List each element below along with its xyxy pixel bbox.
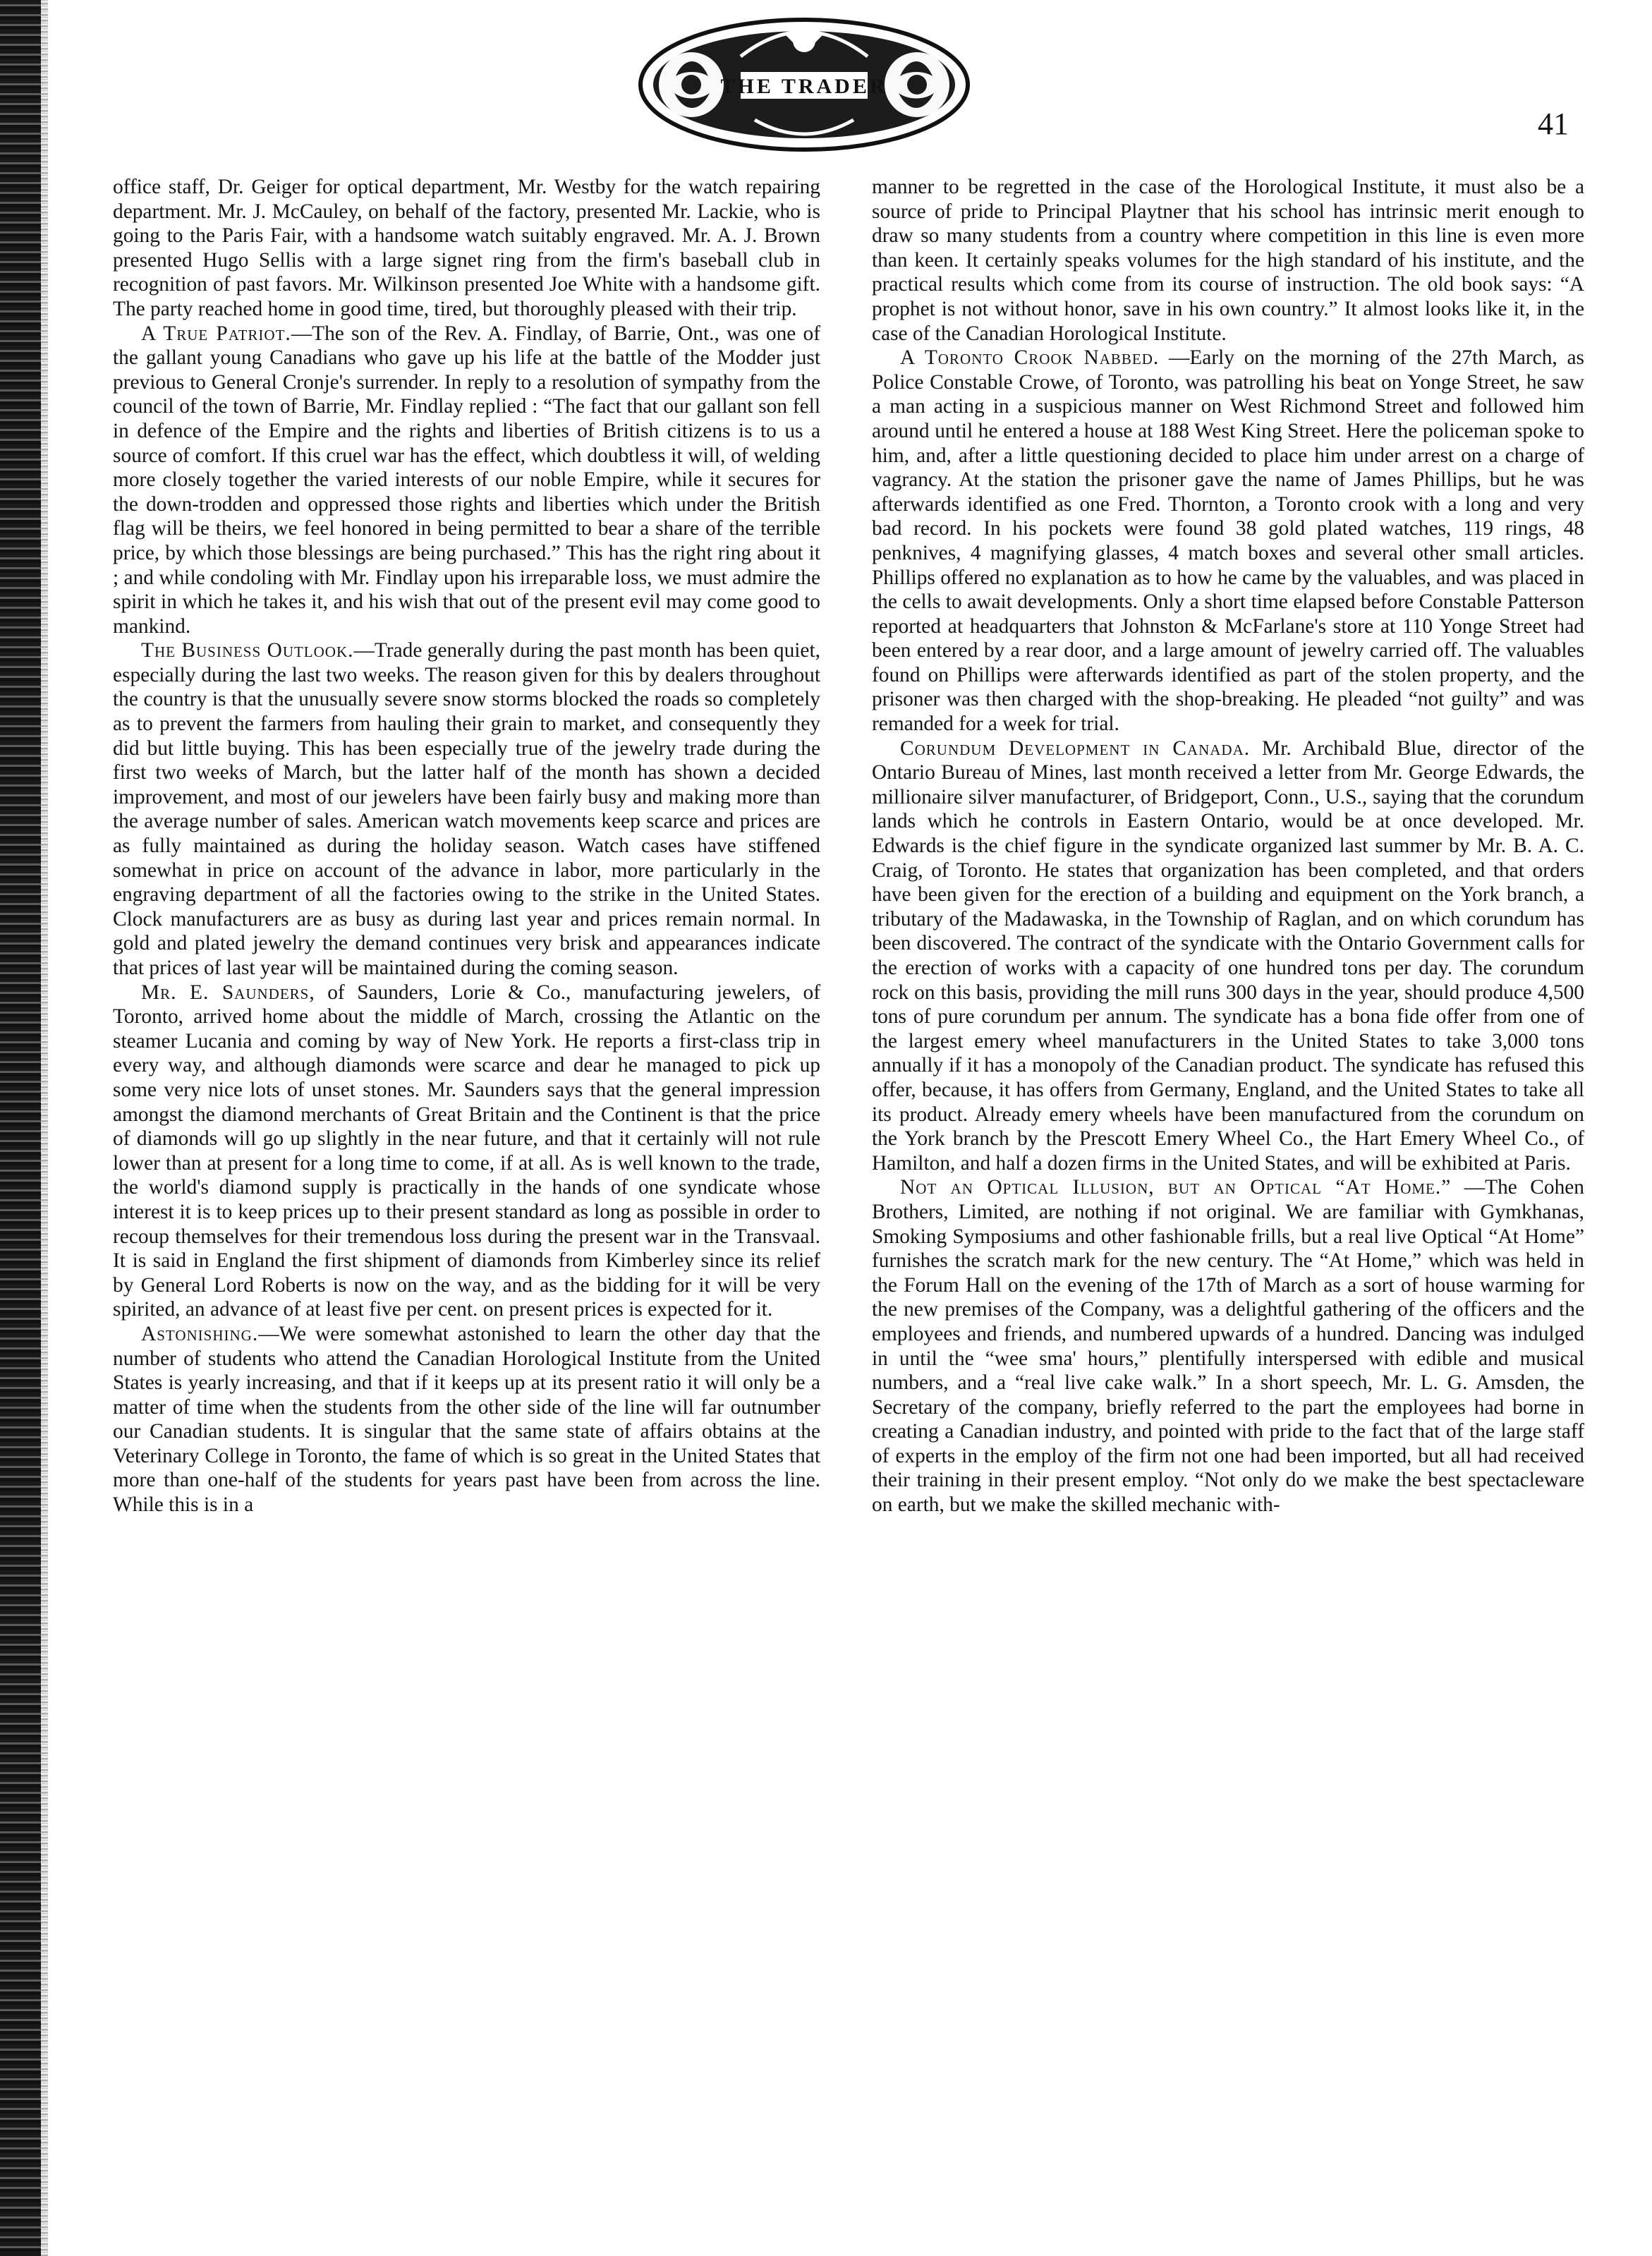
page-number: 41 [1538, 107, 1569, 141]
article-text: —Trade generally during the past month has been quiet, especially during the last two weeks. The reason given for this by dealers throughout the country is that the unusually severe snow storms blocked the roads so completely as to prevent the farmers from hauling their grain to market, and consequently they did but little buying. This has been especially true of the jewelry trade during the first two weeks of March, but the latter half of the month has shown a decided improvement, and most of our jewelers have been fairly busy and making more than the average number of sales. American watch movements keep scarce and prices are as fully maintained as during the holiday season. Watch cases have stiffened somewhat in price on account of the advance in labor, more particularly in the engraving department of all the factories owing to the strike in the United States. Clock manufacturers are as busy as during last year and prices remain normal. In gold and plated jewelry the demand continues very brisk and appearances indicate that prices of last year will be maintained during the coming season. [113, 639, 820, 979]
article-paragraph [113, 638, 820, 980]
article-text: of Saunders, Lorie & Co., manufacturing jewelers, of Toronto, arrived home about the middle of March, crossing the Atlantic on the steamer Lucania and coming by way of New York. He reports a first-class trip in every way, and although diamonds were scarce and dear he managed to pick up some very nice lots of unset stones. Mr. Saunders says that the general impression amongst the diamond merchants of Great Britain and the Continent is that the price of diamonds will go up slightly in the near future, and that it certainly will not rule lower than at present for a long time to come, if at all. As is well known to the trade, the world's diamond supply is practically in the hands of one syndicate whose interest it is to keep prices up to their present standard as long as possible in order to recoup themselves for their tremendous loss during the present war in the Transvaal. It is said in England the first shipment of diamonds from Kimberley since its relief by General Lord Roberts is now on the way, and as the bidding for it will be very spirited, an advance of at least five per cent. on present prices is expected for it. [113, 981, 820, 1321]
article-text: —We were somewhat astonished to learn the other day that the number of students who attend the Canadian Horological Institute from the United States is yearly increasing, and that if it keeps up at its present ratio it will only be a matter of time when the students from the other side of the line will far outnumber our Canadian students. It is singular that the same state of affairs obtains at the Veterinary College in Toronto, the fame of which is so great in the United States that more than one-half of the students for years past have been from across the line. While this is in a [113, 1322, 820, 1517]
article-heading: Mr. E. Saunders, [141, 981, 315, 1004]
article-heading: The Business Outlook. [141, 639, 354, 662]
article-paragraph [113, 1322, 820, 1517]
article-text: —Early on the morning of the 27th March, as Police Constable Crowe, of Toronto, was patrolling his beat on Yonge Street, he saw a man acting in a suspicious manner on West Richmond Street and followed him around until he entered a house at 188 West King Street. Here the policeman spoke to him, and, after a little questioning decided to place him under arrest on a charge of vagrancy. At the station the prisoner gave the name of James Phillips, but he was afterwards identified as one Fred. Thornton, a Toronto crook with a long and very bad record. In his pockets were found 38 gold plated watches, 119 rings, 48 penknives, 4 magnifying glasses, 4 match boxes and several other small articles. Phillips offered no explanation as to how he came by the valuables, and was placed in the cells to await developments. Only a short time elapsed before Constable Patterson reported at headquarters that Johnston & McFarlane's store at 110 Yonge Street had been entered by a rear door, and a large amount of jewelry carried off. The valuables found on Phillips were afterwards identified as part of the stolen property, and the prisoner was then charged with the shop-breaking. He pleaded “not guilty” and was remanded for a week for trial. [872, 346, 1584, 736]
article-text: —The son of the Rev. A. Findlay, of Barrie, Ont., was one of the gallant young Canadians who gave up his life at the battle of the Modder just previous to General Cronje's surrender. In reply to a resolution of sympathy from the council of the town of Barrie, Mr. Findlay replied : “The fact that our gallant son fell in defence of the Empire and the rights and liberties of British citizens is to us a source of comfort. If this cruel war has the effect, which doubtless it will, of welding more closely together the varied interests of our noble Empire, while it secures for the down-trodden and oppressed those rights and liberties which under the British flag will be theirs, we feel honored in being permitted to bear a share of the terrible price, by which those blessings are being purchased.” This has the right ring about it ; and while condoling with Mr. Findlay upon his irreparable loss, we must admire the spirit in which he takes it, and his wish that out of the present evil may come good to mankind. [113, 322, 820, 638]
article-text: manner to be regretted in the case of the Horological Institute, it must also be a source of pride to Principal Playtner that his school has intrinsic merit enough to draw so many students from a country where competition in this line is even more than keen. It certainly speaks volumes for the high standard of his institute, and the practical results which come from its course of instruction. The old book says: “A prophet is not without honor, save in his own country.” It almost looks like it, in the case of the Canadian Horological Institute. [872, 176, 1584, 345]
article-paragraph [872, 1175, 1584, 1517]
article-text: —The Cohen Brothers, Limited, are nothing if not original. We are familiar with Gymkhanas, Smoking Symposiums and other fashionable frills, but a real live Optical “At Home” furnishes the scratch mark for the new century. The “At Home,” which was held in the Forum Hall on the evening of the 17th of March as a sort of house warming for the new premises of the Company, was a delightful gathering of the officers and the employees and friends, and numbered upwards of a hundred. Dancing was indulged in until the “wee sma' hours,” plentifully interspersed with edible and musical numbers, and a “real live cake walk.” In a short speech, Mr. L. G. Amsden, the Secretary of the company, briefly referred to the part the employees had borne in creating a Canadian industry, and pointed with pride to the fact that of the large staff of experts in the employ of the firm not one had been imported, but all had received their training in their present employ. “Not only do we make the best spectacleware on earth, but we make the skilled mechanic with- [872, 1176, 1585, 1517]
masthead-text: THE TRADER [720, 75, 888, 98]
article-heading: A True Patriot. [141, 322, 291, 345]
article-paragraph [113, 175, 820, 322]
left-column [113, 175, 820, 1517]
article-text: Mr. Archibald Blue, director of the Ontario Bureau of Mines, last month received a letter from Mr. George Edwards, the millionaire silver manufacturer, of Bridgeport, Conn., U.S., saying that the corundum lands which he controls in Eastern Ontario, would be at once developed. Mr. Edwards is the chief figure in the syndicate organized last summer by Mr. B. A. C. Craig, of Toronto. He states that organization has been completed, and that orders have been given for the erection of a building and equipment on the York branch, a tributary of the Madawaska, in the Township of Raglan, and on which corundum has been discovered. The contract of the syndicate with the Ontario Government calls for the erection of works with a capacity of one hundred tons per day. The corundum rock on this basis, providing the mill runs 300 days in the year, should produce 4,500 tons of pure corundum per annum. The syndicate has a bona fide offer from one of the largest emery wheel manufacturers in the United States to take 3,000 tons annually if it has a monopoly of the Canadian product. The syndicate has refused this offer, because, it has offers from Germany, England, and the United States to take all its product. Already emery wheels have been manufactured from the corundum on the York branch by the Prescott Emery Wheel Co., the Hart Emery Wheel Co., of Hamilton, and half a dozen firms in the United States, and will be exhibited at Paris. [872, 736, 1584, 1175]
article-paragraph [113, 322, 820, 639]
article-paragraph [872, 346, 1584, 736]
article-heading: Astonishing. [141, 1322, 259, 1345]
right-column [872, 175, 1584, 1517]
article-heading: Not an Optical Illusion, but an Optical “At Home.” [900, 1176, 1452, 1199]
article-paragraph [872, 736, 1584, 1176]
binding-edge [0, 0, 41, 2256]
article-paragraph [113, 981, 820, 1322]
article-heading: Corundum Development in Canada. [900, 736, 1251, 760]
article-text: office staff, Dr. Geiger for optical department, Mr. Westby for the watch repairing department. Mr. J. McCauley, on behalf of the factory, presented Mr. Lackie, who is going to the Paris Fair, with a handsome watch suitably engraved. Mr. A. J. Brown presented Hugo Sellis with a large signet ring from the firm's baseball club in recognition of past favors. Mr. Wilkinson presented Joe White with a handsome gift. The party reached home in good time, tired, but thoroughly pleased with their trip. [113, 176, 820, 320]
binding-shadow [41, 0, 48, 2256]
article-heading: A Toronto Crook Nabbed. [900, 346, 1160, 370]
article-paragraph [872, 175, 1584, 346]
masthead-ornament-icon [635, 14, 973, 155]
